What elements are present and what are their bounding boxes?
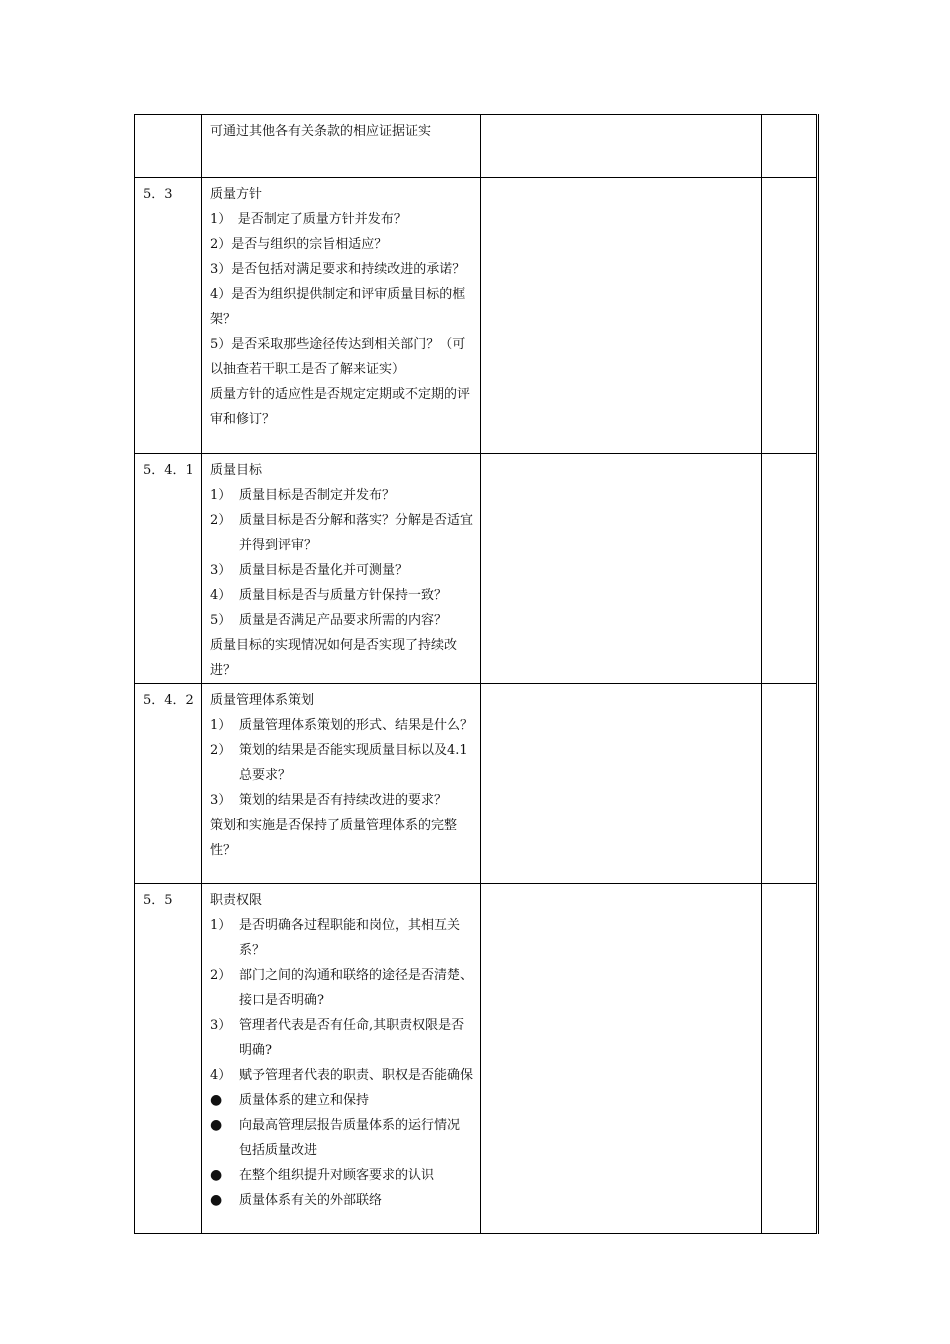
item-number: 2） — [210, 513, 232, 528]
numbered-item — [210, 913, 474, 963]
numbered-item — [210, 1063, 474, 1088]
numbered-item — [210, 608, 474, 633]
bullet-icon: ● — [210, 1117, 223, 1133]
item-text: 质量体系有关的外部联络 — [239, 1193, 383, 1208]
item-number: 1） — [210, 488, 232, 503]
clause-line: 质量方针的适应性是否规定定期或不定期的评审和修订？ — [210, 387, 471, 427]
evidence-cell — [481, 454, 762, 684]
item-number: 4） — [210, 1068, 232, 1083]
numbered-item — [210, 483, 474, 508]
clause-number-cell: 5．4．2 — [135, 684, 202, 884]
clause-content-cell — [202, 884, 481, 1234]
item-text: 质量管理体系策划的形式、结果是什么？ — [239, 718, 474, 733]
clause-title: 质量目标 — [210, 463, 263, 478]
table-row — [135, 684, 818, 884]
item-number: 3） — [210, 793, 232, 808]
numbered-item — [210, 713, 474, 738]
clause-number-cell — [135, 115, 202, 178]
numbered-item — [210, 1013, 474, 1063]
table-row — [135, 884, 818, 1234]
clause-line: 3）是否包括对满足要求和持续改进的承诺？ — [210, 262, 466, 277]
numbered-item — [210, 738, 474, 788]
item-text: 质量体系的建立和保持 — [239, 1093, 370, 1108]
bullet-item — [210, 1163, 474, 1188]
evidence-cell — [481, 178, 762, 454]
item-number: 5） — [210, 613, 232, 628]
clause-title: 质量管理体系策划 — [210, 693, 315, 708]
item-text: 质量目标是否与质量方针保持一致？ — [239, 588, 448, 603]
item-number: 3） — [210, 1018, 232, 1033]
numbered-item — [210, 508, 474, 558]
result-cell — [762, 178, 818, 454]
item-number: 4） — [210, 588, 232, 603]
clause-line: 策划和实施是否保持了质量管理体系的完整性？ — [210, 818, 458, 858]
item-text: 质量目标是否分解和落实？分解是否适宜并得到评审？ — [239, 513, 474, 553]
numbered-item — [210, 963, 474, 1013]
bullet-icon: ● — [210, 1092, 223, 1108]
item-text: 向最高管理层报告质量体系的运行情况 包括质量改进 — [239, 1118, 461, 1158]
item-number: 1） — [210, 718, 232, 733]
item-text: 赋予管理者代表的职责、职权是否能确保 — [239, 1068, 474, 1083]
item-number: 2） — [210, 743, 232, 758]
clause-content-cell — [202, 178, 481, 454]
result-cell — [762, 884, 818, 1234]
bullet-item — [210, 1113, 474, 1163]
audit-checklist-table — [134, 114, 819, 1234]
clause-line: 4）是否为组织提供制定和评审质量目标的框架？ — [210, 287, 466, 327]
table-row — [135, 454, 818, 684]
numbered-item — [210, 788, 474, 813]
evidence-cell — [481, 684, 762, 884]
clause-title: 质量方针 — [210, 187, 263, 202]
clause-line: 2）是否与组织的宗旨相适应？ — [210, 237, 388, 252]
bullet-item — [210, 1088, 474, 1113]
result-cell — [762, 454, 818, 684]
table-row — [135, 178, 818, 454]
clause-content-cell — [202, 684, 481, 884]
clause-title: 职责权限 — [210, 893, 263, 908]
clause-content-cell — [202, 454, 481, 684]
result-cell — [762, 115, 818, 178]
clause-number-cell: 5．4．1 — [135, 454, 202, 684]
clause-number-cell: 5．3 — [135, 178, 202, 454]
evidence-cell — [481, 884, 762, 1234]
clause-line: 5）是否采取那些途径传达到相关部门？（可以抽查若干职工是否了解来证实） — [210, 337, 466, 377]
item-text: 部门之间的沟通和联络的途径是否清楚、接口是否明确? — [239, 968, 474, 1008]
table-row — [135, 115, 818, 178]
bullet-icon: ● — [210, 1192, 223, 1208]
clause-line: 1） 是否制定了质量方针并发布？ — [210, 212, 407, 227]
clause-content-cell — [202, 115, 481, 178]
evidence-cell — [481, 115, 762, 178]
item-text: 在整个组织提升对顾客要求的认识 — [239, 1168, 435, 1183]
bullet-icon: ● — [210, 1167, 223, 1183]
item-number: 3） — [210, 563, 232, 578]
item-text: 是否明确各过程职能和岗位，其相互关系？ — [239, 918, 461, 958]
numbered-item — [210, 583, 474, 608]
clause-text: 可通过其他各有关条款的相应证据证实 — [210, 124, 432, 139]
result-cell — [762, 684, 818, 884]
audit-checklist-sheet — [134, 114, 817, 1234]
numbered-item — [210, 558, 474, 583]
bullet-item — [210, 1188, 474, 1213]
clause-line: 质量目标的实现情况如何是否实现了持续改进？ — [210, 638, 458, 678]
item-number: 1） — [210, 918, 232, 933]
item-number: 2） — [210, 968, 232, 983]
clause-number-cell: 5．5 — [135, 884, 202, 1234]
item-text: 质量是否满足产品要求所需的内容？ — [239, 613, 448, 628]
item-text: 质量目标是否量化并可测量？ — [239, 563, 409, 578]
item-text: 策划的结果是否有持续改进的要求？ — [239, 793, 448, 808]
item-text: 质量目标是否制定并发布？ — [239, 488, 396, 503]
item-text: 管理者代表是否有任命,其职责权限是否明确? — [239, 1018, 465, 1058]
item-text: 策划的结果是否能实现质量目标以及4.1 总要求？ — [239, 743, 468, 783]
